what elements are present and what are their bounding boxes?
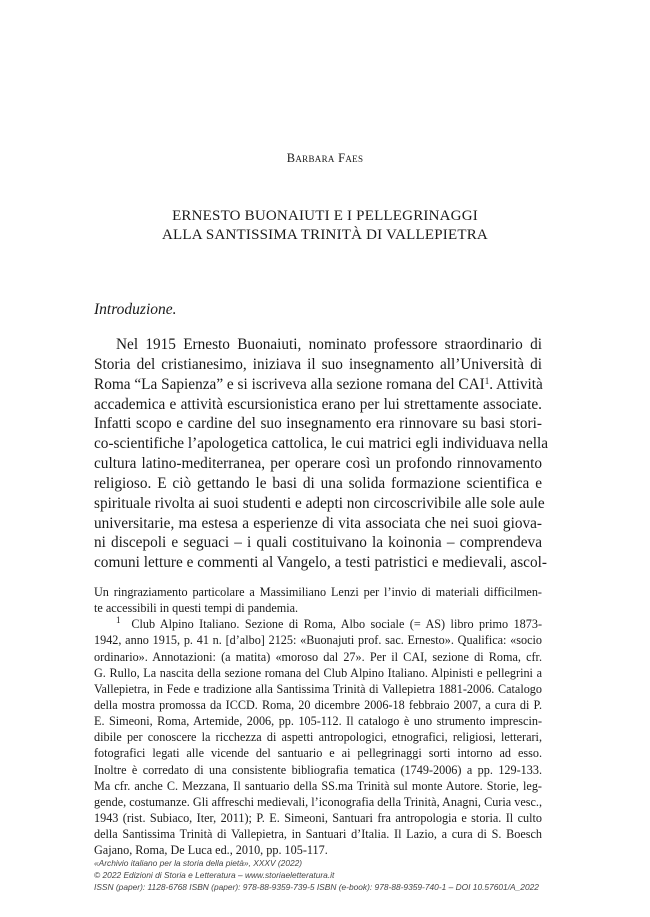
footnote-line: 1942, anno 1915, p. 41 n. [d’albo] 2125: «Buonajuti prof. sac. Ernesto». Qualifica: «socio bbox=[94, 633, 542, 648]
footnote-line: Ma cfr. anche C. Mezzana, Il santuario della SS.ma Trinità sul monte Autore. Storie, leg- bbox=[94, 778, 542, 793]
footnote-line: E. Simeoni, Roma, Artemide, 2006, pp. 105-112. Il catalogo è uno strumento imprescin- bbox=[94, 714, 542, 729]
section-heading: Introduzione. bbox=[94, 301, 177, 318]
footnote-line: Inoltre è corredato di una consistente bibliografia tematica (1749-2006) a pp. 129-133. bbox=[94, 762, 542, 777]
body-line: accademica e attività escursionistica erano per lui strettamente associate. bbox=[94, 395, 542, 413]
issn-line: ISSN (paper): 1128-6768 ISBN (paper): 978-88-9359-739-5 ISBN (e-book): 978-88-9359-740-1 – DOI 10.57601/A_2022 bbox=[94, 882, 539, 892]
body-line-tail: . Attività bbox=[489, 375, 543, 393]
footnote-1-line: $^1$ Club Alpino Italiano. Sezione di Roma, Albo sociale (= AS) libro primo 1873- bbox=[116, 615, 542, 632]
body-line: spirituale rivolta ai suoi studenti e adepti non circoscrivibile alle sole aule bbox=[94, 494, 545, 512]
body-paragraph bbox=[94, 335, 549, 573]
footnote-line: G. Rullo, La nascita della sezione romana del Club Alpino Italiano. Alpinisti e pellegrini a bbox=[94, 665, 542, 680]
journal-citation: «Archivio italiano per la storia della pietà», XXXV (2022) bbox=[94, 858, 303, 868]
footnote-line: Gajano, Roma, De Luca ed., 2010, pp. 105-117. bbox=[94, 843, 328, 858]
body-line: Storia del cristianesimo, iniziava il suo insegnamento all’Università di bbox=[94, 355, 542, 373]
footnote-reference[interactable]: 1 bbox=[484, 375, 490, 386]
body-line: comuni letture e commenti al Vangelo, a testi patristici e medievali, ascol- bbox=[94, 554, 547, 572]
author-name: Barbara Faes bbox=[286, 151, 364, 165]
body-line-text: Roma “La Sapienza” e si iscriveva alla sezione romana del CAI bbox=[94, 375, 485, 393]
title-line-2: ALLA SANTISSIMA TRINITÀ DI VALLEPIETRA bbox=[162, 227, 488, 243]
footnote-line: ordinario». Annotazioni: (a matita) «moroso dal 27». Per il CAI, sezione di Roma, cfr. bbox=[94, 649, 542, 664]
footnote-line: della mostra promossa da ICCD. Roma, 20 dicembre 2006-18 febbraio 2007, a cura di P. bbox=[94, 697, 542, 712]
body-line: cultura latino-mediterranea, per operare così un profondo rinnovamento bbox=[94, 455, 542, 473]
footnote-line: dibile per conoscere la ricchezza di aspetti antropologici, etnografici, religiosi, letterari, bbox=[94, 730, 542, 745]
footnote-line: gende, costumanze. Gli affreschi medievali, l’iconografia della Trinità, Anagni, Curia vesc., bbox=[94, 794, 542, 809]
publication-credits bbox=[94, 857, 554, 893]
body-line: ni discepoli e seguaci – i quali costituivano la koinonia – comprendeva bbox=[94, 534, 542, 552]
copyright-line: © 2022 Edizioni di Storia e Letteratura – www.storiaeletteratura.it bbox=[94, 870, 335, 880]
footnotes bbox=[94, 584, 542, 858]
body-line: co-scientifiche l’apologetica cattolica, le cui matrici egli individuava nella bbox=[94, 435, 549, 453]
title-line-1: ERNESTO BUONAIUTI E I PELLEGRINAGGI bbox=[172, 208, 478, 224]
body-line: religioso. E ciò gettando le basi di una solida formazione scientifica e bbox=[94, 474, 542, 492]
acknowledgement-line: Un ringraziamento particolare a Massimiliano Lenzi per l’invio di materiali difficilmen- bbox=[94, 585, 542, 599]
body-line: Nel 1915 Ernesto Buonaiuti, nominato professore straordinario di bbox=[116, 336, 542, 353]
footnote-line: fotografici legati alle vicende del santuario e ai pellegrinaggi sorti intorno ad esso. bbox=[94, 746, 542, 761]
body-line: Infatti scopo e cardine del suo insegnamento era rinnovare su basi stori- bbox=[94, 415, 542, 433]
footnote-line: 1943 (rist. Subiaco, Iter, 2011); P. E. Simeoni, Santuari fra antropologia e storia. Il culto bbox=[94, 810, 542, 825]
footnote-number: 1 bbox=[116, 615, 121, 626]
article-title bbox=[0, 207, 650, 245]
acknowledgement-line: te accessibili in questi tempi di pandemia. bbox=[94, 601, 299, 616]
footnote-line: Vallepietra, in Fede e tradizione alla Santissima Trinità di Vallepietra 1881-2006. Catalogo bbox=[94, 681, 542, 696]
footnote-line: della Santissima Trinità di Vallepietra, in Santuari d’Italia. Il Lazio, a cura di S. Boesch bbox=[94, 827, 542, 842]
body-line: universitarie, ma estesa a esperienze di vita associata che nei suoi giova- bbox=[94, 514, 542, 532]
body-line-with-footnote-ref bbox=[94, 375, 542, 395]
